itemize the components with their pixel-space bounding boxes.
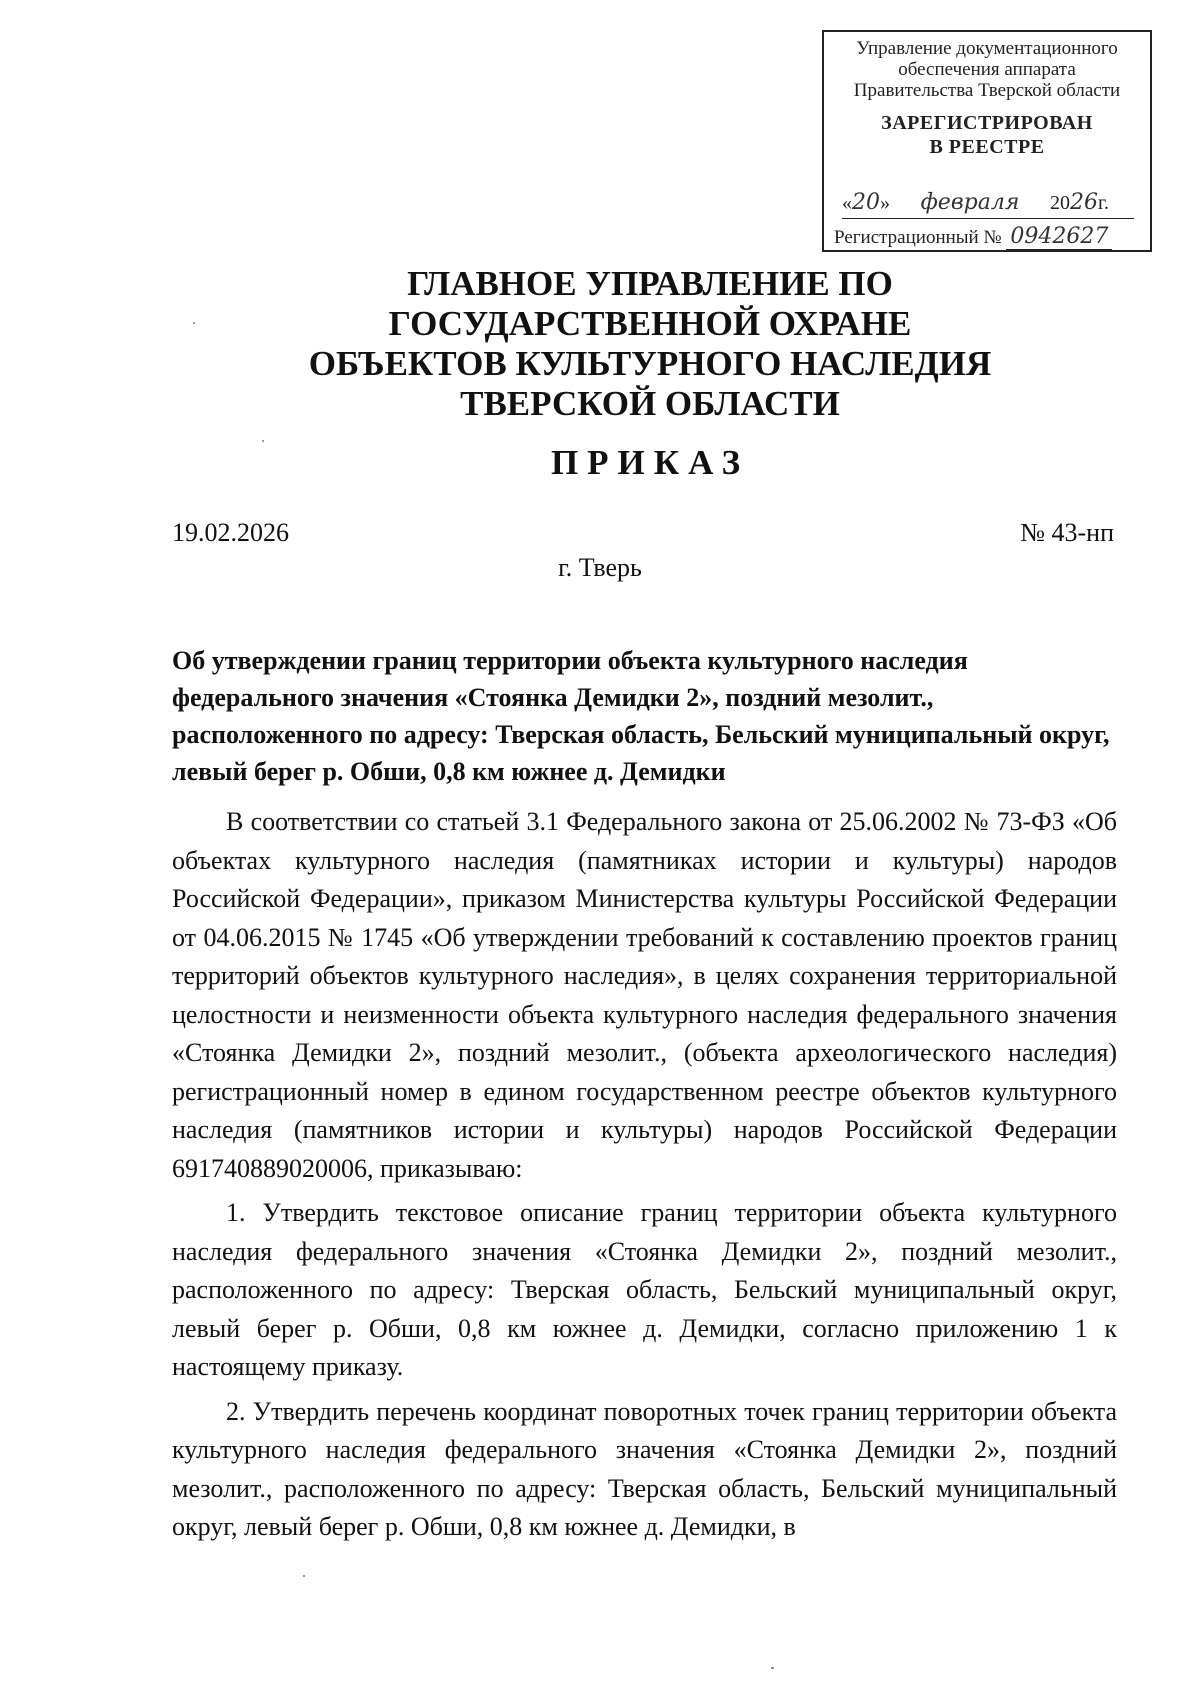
document-number: № 43-нп [1020, 518, 1114, 547]
document-city: г. Тверь [558, 553, 642, 582]
scan-speck [303, 1575, 305, 1577]
body-item-1: 1. Утвердить текстовое описание границ территории объекта культурного наследия федерального значения «Стоянка Демидки 2», поздний мезолит., расположенного по адресу: Тверская область, Бельский муниципальный округ, левый берег р. Обши, 0,8 км южнее д. Демидки, согласно приложению 1 к настоящему приказу. [172, 1198, 1117, 1381]
stamp-organization [824, 38, 1150, 101]
document-body [172, 803, 1117, 1547]
stamp-date-year-prefix: 20 [1050, 192, 1070, 214]
scan-speck [771, 1667, 774, 1669]
document-type: ПРИКАЗ [550, 443, 750, 482]
stamp-registered-line: ЗАРЕГИСТРИРОВАН [881, 112, 1093, 134]
scan-speck [262, 440, 264, 442]
stamp-number-value: 0942627 [1006, 224, 1112, 250]
stamp-org-line: Управление документационного [856, 38, 1118, 59]
body-preamble: В соответствии со статьей 3.1 Федерального закона от 25.06.2002 № 73-ФЗ «Об объектах культурного наследия (памятниках истории и культуры) народов Российской Федерации», приказом Министерства культуры Российской Федерации от 04.06.2015 № 1745 «Об утверждении требований к составлению проектов границ территорий объектов культурного наследия», в целях сохранения территориальной целостности и неизменности объекта культурного наследия федерального значения «Стоянка Демидки 2», поздний мезолит., (объекта археологического наследия) регистрационный номер в едином государственном реестре объектов культурного наследия (памятников истории и культуры) народов Российской Федерации 691740889020006, приказываю: [172, 807, 1117, 1183]
stamp-registration-date: «20» февраля 2026г. [842, 192, 1134, 219]
organization-title-line: ТВЕРСКОЙ ОБЛАСТИ [460, 384, 840, 423]
stamp-date-year-tail: г. [1098, 192, 1109, 214]
stamp-date-month: февраля [920, 190, 1020, 215]
stamp-date-year-suffix: 26 [1070, 190, 1098, 215]
organization-title-line: ОБЪЕКТОВ КУЛЬТУРНОГО НАСЛЕДИЯ [308, 344, 992, 383]
scan-speck [193, 322, 195, 324]
body-item-2: 2. Утвердить перечень координат поворотных точек границ территории объекта культурного наследия федерального значения «Стоянка Демидки 2», поздний мезолит., расположенного по адресу: Тверская область, Бельский муниципальный округ, левый берег р. Обши, 0,8 км южнее д. Демидки, в [172, 1396, 1117, 1541]
organization-title-line: ГЛАВНОЕ УПРАВЛЕНИЕ ПО [407, 264, 893, 303]
document-subject: Об утверждении границ территории объекта культурного наследия федерального значения «Стоянка Демидки 2», поздний мезолит., расположенного по адресу: Тверская область, Бельский муниципальный округ, левый берег р. Обши, 0,8 км южнее д. Демидки [172, 646, 1110, 786]
stamp-date-day: 20 [852, 190, 880, 215]
stamp-registered-label [824, 111, 1150, 159]
document-date: 19.02.2026 [172, 518, 289, 547]
stamp-org-line: обеспечения аппарата [898, 59, 1076, 80]
organization-title [250, 264, 1050, 424]
registration-stamp [822, 30, 1152, 252]
stamp-number-label: Регистрационный № [834, 227, 1002, 248]
stamp-registered-line: В РЕЕСТРЕ [929, 136, 1045, 158]
organization-title-line: ГОСУДАРСТВЕННОЙ ОХРАНЕ [388, 304, 912, 343]
stamp-registration-number [834, 226, 1144, 248]
stamp-org-line: Правительства Тверской области [853, 80, 1121, 101]
